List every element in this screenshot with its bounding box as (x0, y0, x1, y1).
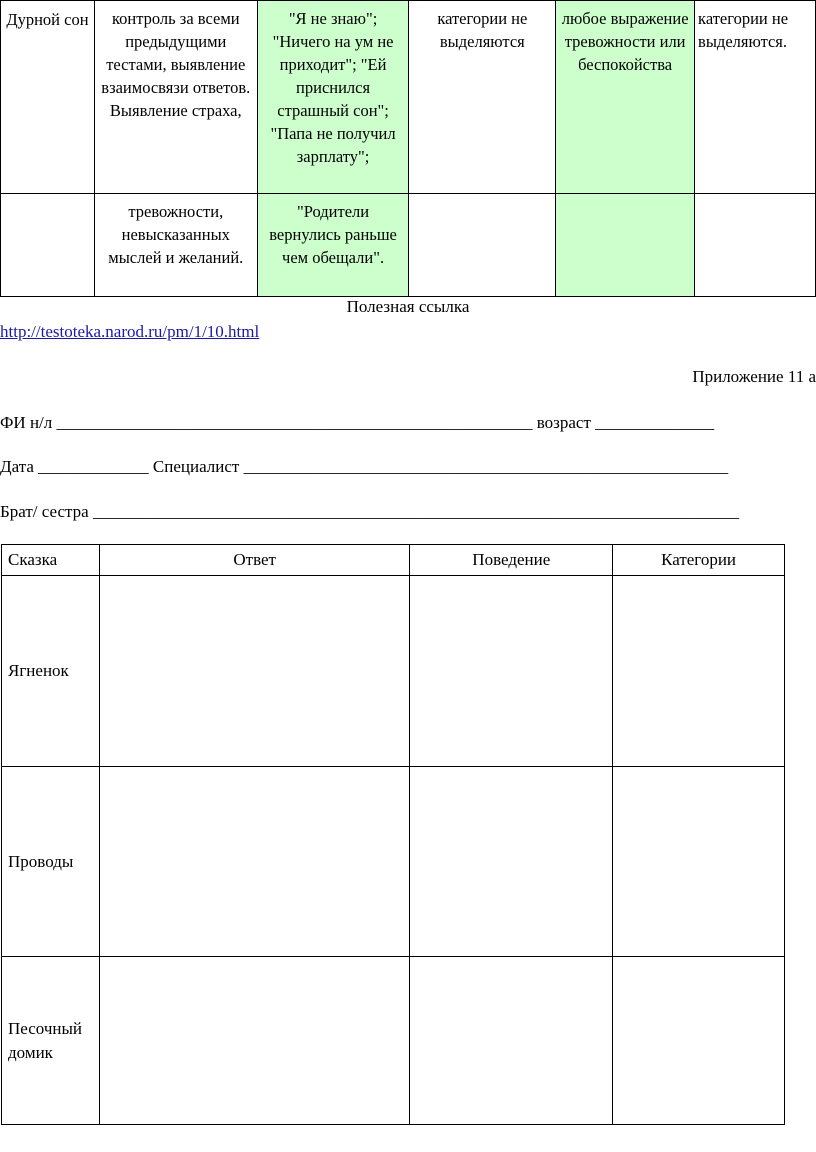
useful-link-label: Полезная ссылка (346, 297, 470, 316)
appendix-label: Приложение 11 а (692, 367, 816, 386)
categories-cell[interactable] (613, 767, 785, 957)
name-label: ФИ н/л (0, 413, 53, 432)
categories-cell[interactable] (613, 576, 785, 767)
header-tale: Сказка (2, 545, 100, 576)
empty-green-cell (556, 194, 695, 297)
control-purpose-cell: контроль за всеми предыдущими тестами, выявление взаимосвязи ответов. Выявление страха, (94, 1, 257, 194)
answer-cell[interactable] (99, 767, 409, 957)
table-row (1, 1, 816, 194)
empty-cell (695, 194, 816, 297)
answer-cell[interactable] (99, 957, 409, 1125)
sibling-label: Брат/ сестра (0, 502, 89, 521)
behavior-cell[interactable] (410, 957, 613, 1125)
header-categories: Категории (613, 545, 785, 576)
sibling-field[interactable]: ____________________________________________________________________________ (92, 502, 739, 521)
tale-cell: Песочный домик (2, 957, 100, 1125)
date-label: Дата (0, 457, 34, 476)
tale-cell: Ягненок (2, 576, 100, 767)
useful-link[interactable]: http://testoteka.narod.ru/pm/1/10.html (0, 322, 260, 341)
table-row (2, 957, 785, 1125)
answers-record-table (1, 544, 785, 1125)
age-field[interactable]: ______________ (595, 413, 715, 432)
empty-cell (1, 194, 95, 297)
table-row (2, 576, 785, 767)
name-field[interactable]: ________________________________________________________ (56, 413, 533, 432)
empty-cell (409, 194, 556, 297)
table-row (2, 767, 785, 957)
control-purpose-cell: тревожности, невысказанных мыслей и желаний. (94, 194, 257, 297)
tale-name-cell: Дурной сон (1, 1, 95, 194)
specialist-label: Специалист (152, 457, 240, 476)
header-answer: Ответ (99, 545, 409, 576)
other-categories-cell: категории не выделяются. (695, 1, 816, 194)
date-specialist-line (0, 457, 728, 477)
behavior-cell[interactable] (410, 576, 613, 767)
name-age-line (0, 413, 714, 433)
behavior-cell[interactable] (410, 767, 613, 957)
anxiety-cell: любое выражение тревожности или беспокойства (556, 1, 695, 194)
table-header-row (2, 545, 785, 576)
tale-description-table (0, 0, 816, 297)
sibling-line (0, 502, 739, 522)
header-behavior: Поведение (410, 545, 613, 576)
categories-cell[interactable] (613, 957, 785, 1125)
specialist-field[interactable]: _________________________________________________________ (243, 457, 729, 476)
date-field[interactable]: _____________ (38, 457, 149, 476)
tale-cell: Проводы (2, 767, 100, 957)
answers-cell: "Родители вернулись раньше чем обещали". (257, 194, 409, 297)
answer-cell[interactable] (99, 576, 409, 767)
table-row (1, 194, 816, 297)
age-label: возраст (536, 413, 591, 432)
answers-cell: "Я не знаю"; "Ничего на ум не приходит"; "Ей приснился страшный сон"; "Папа не получил зарплату"; (257, 1, 409, 194)
norm-categories-cell: категории не выделяются (409, 1, 556, 194)
